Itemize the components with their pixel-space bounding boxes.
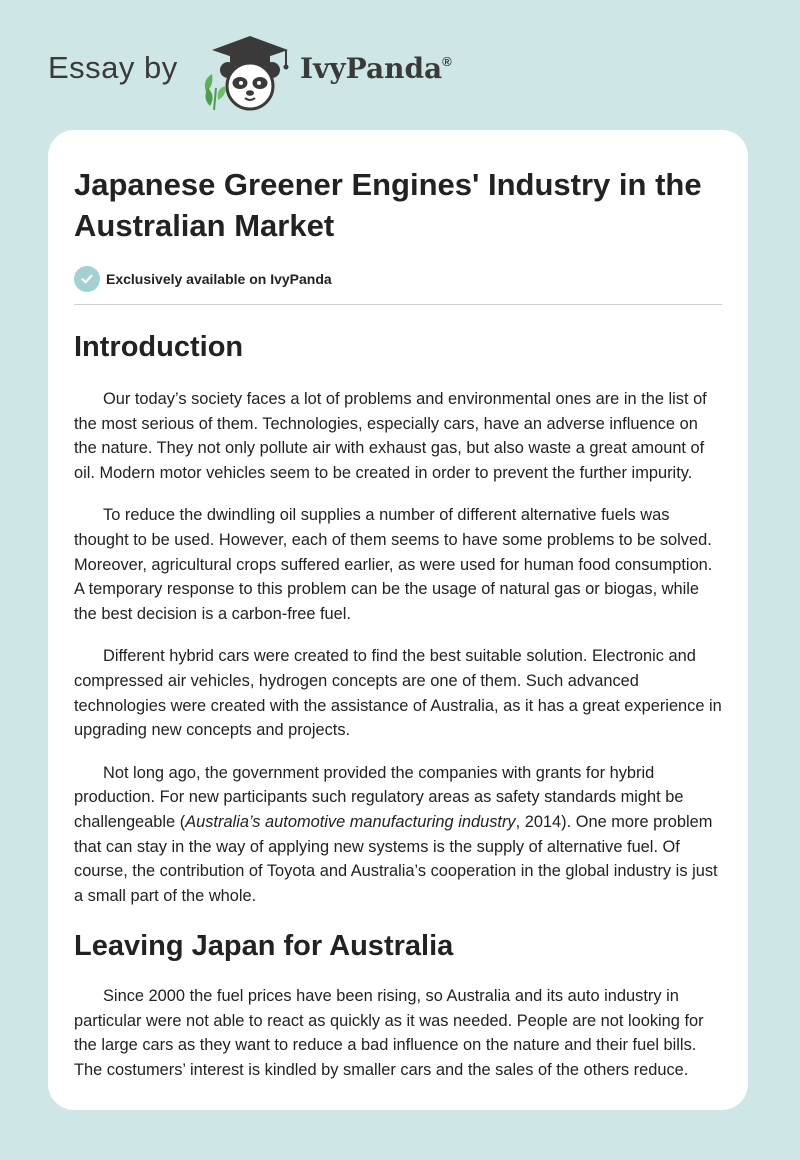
badge-text: Exclusively available on IvyPanda xyxy=(106,271,332,287)
checkmark-icon xyxy=(74,266,100,292)
brand-label: IvyPanda xyxy=(300,52,443,85)
citation-title: Australia’s automotive manufacturing industry xyxy=(185,812,516,831)
paragraph: Since 2000 the fuel prices have been rising, so Australia and its auto industry in particular were not able to react as quickly as it was needed. People are not looking for the large cars as they want to reduce a bad influence on the nature and their fuel bills. The costumers’ interest is kindled by smaller cars and the sales of the others reduce. xyxy=(74,987,704,1080)
section-heading-introduction: Introduction xyxy=(74,331,244,363)
panda-logo-icon[interactable] xyxy=(200,32,292,112)
paragraph: To reduce the dwindling oil supplies a number of different alternative fuels was thought to be used. However, each of them seems to have some problems to be solved. Moreover, agricultural crops suffered earlier, as were used for human food consumption. A temporary response to this problem can be the usage of natural gas or biogas, while the best decision is a carbon-free fuel. xyxy=(74,506,713,623)
article-card xyxy=(48,130,748,1110)
site-header xyxy=(48,32,488,112)
page-title: Japanese Greener Engines' Industry in the Australian Market xyxy=(74,167,702,243)
brand-name[interactable] xyxy=(300,52,452,85)
paragraph: Our today’s society faces a lot of problems and environmental ones are in the list of the most serious of them. Technologies, especially cars, have an adverse influence on the nature. They not only pollute air with exhaust gas, but also waste a great amount of oil. Modern motor vehicles seem to be created in order to prevent the further impurity. xyxy=(74,390,707,482)
registered-mark: ® xyxy=(442,54,452,69)
paragraph-text: , 2014). One more problem that can stay in the way of applying new systems is the supply of alternative fuel. Of course, the contribution of Toyota and Australia’s cooperation in the global industry is just a small part of the whole. xyxy=(74,812,718,905)
paragraph-with-citation xyxy=(74,761,722,909)
exclusive-badge xyxy=(74,266,722,292)
section-heading-leaving-japan: Leaving Japan for Australia xyxy=(74,930,454,963)
essay-by-label: Essay by xyxy=(48,50,178,85)
paragraph-text: Not long ago, the government provided the companies with grants for hybrid production. For new participants such regulatory areas as safety standards might be challengeable ( xyxy=(74,763,684,831)
divider xyxy=(74,304,722,305)
paragraph: Different hybrid cars were created to find the best suitable solution. Electronic and compressed air vehicles, hydrogen concepts are one of them. Such advanced technologies were created with the assistance of Australia, as it has a great experience in upgrading new concepts and projects. xyxy=(74,647,722,740)
